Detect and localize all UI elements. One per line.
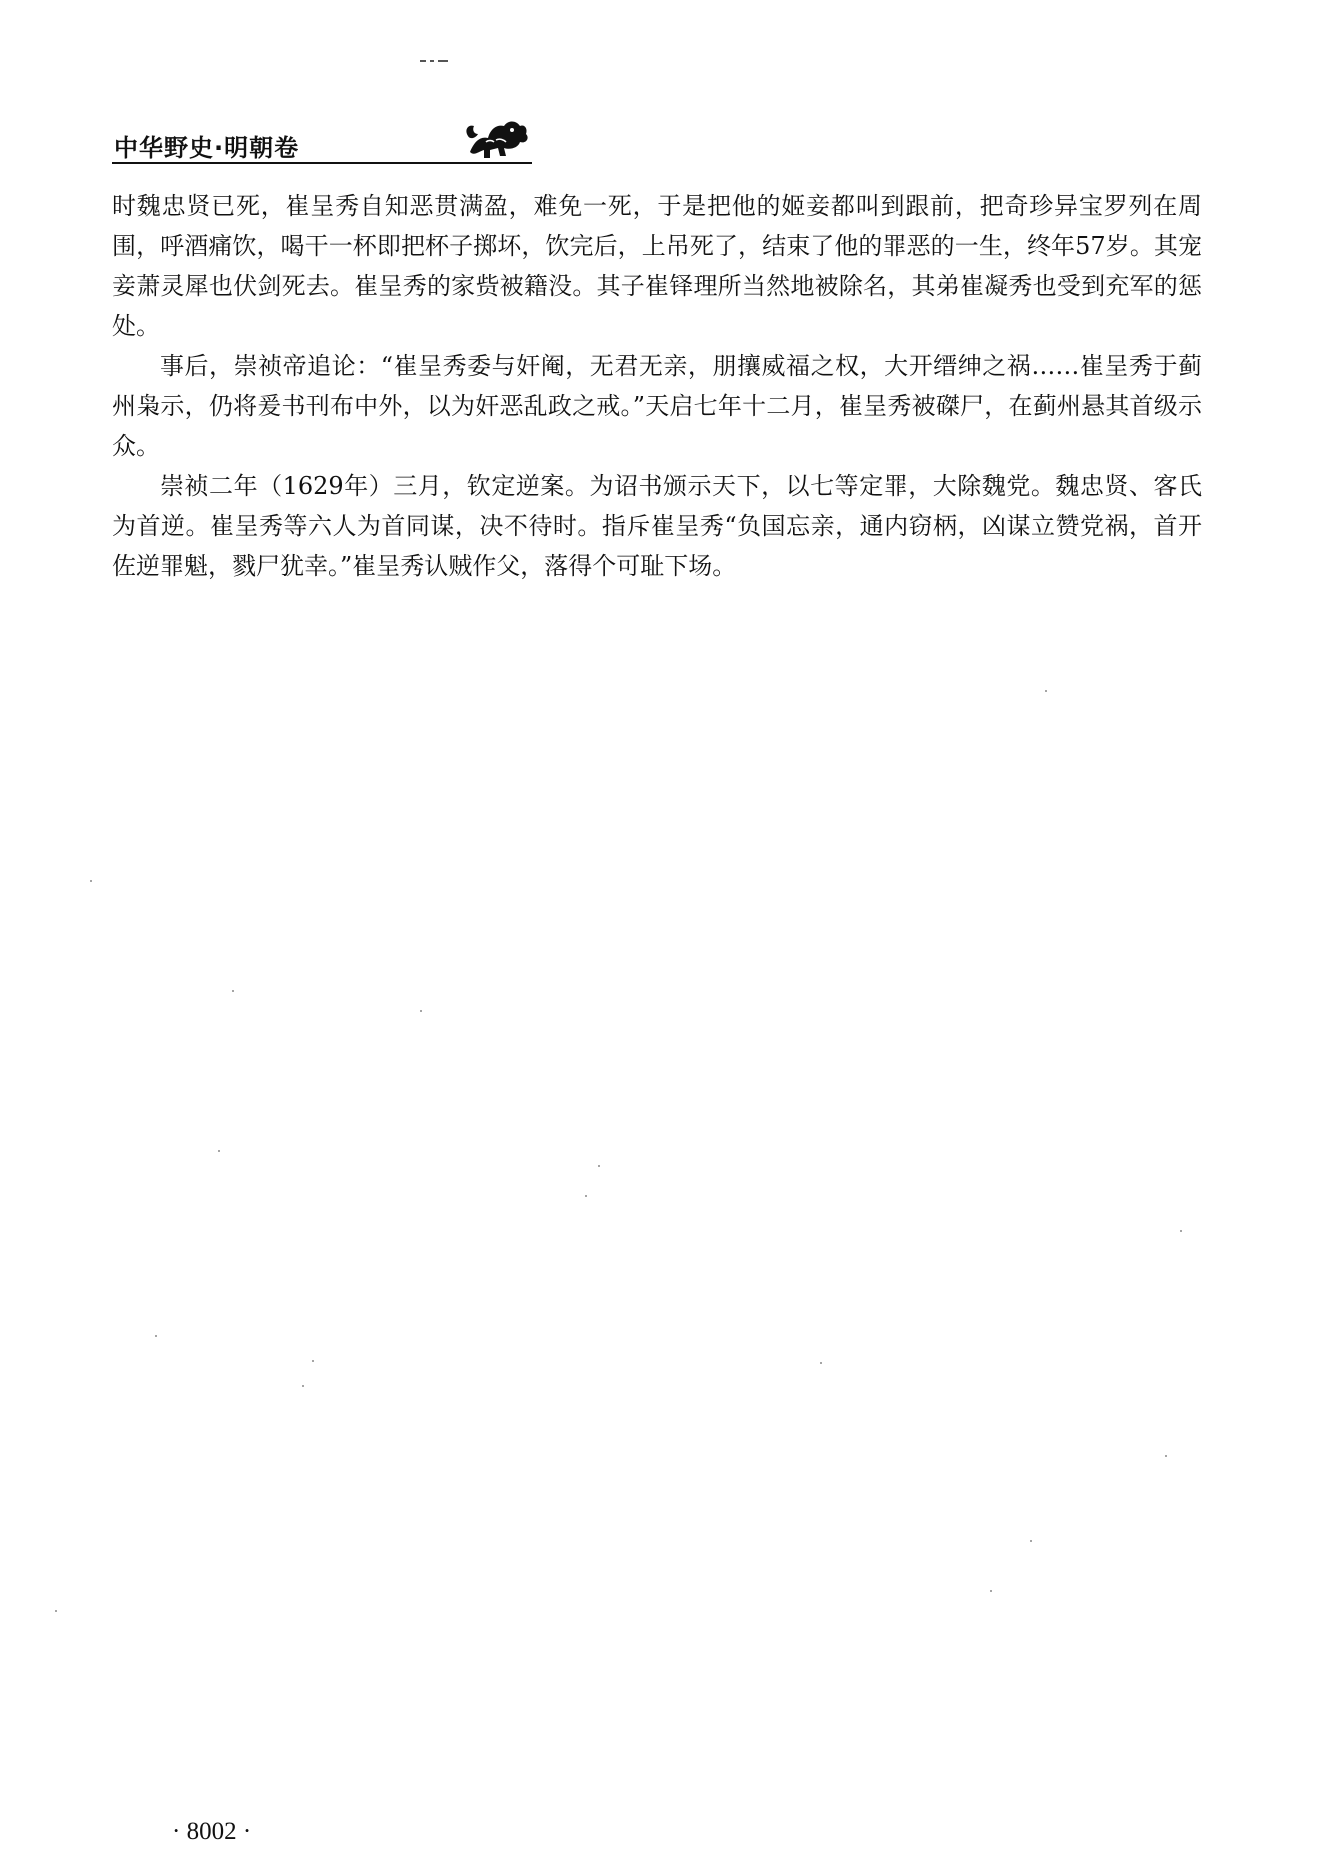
scan-speck bbox=[312, 1360, 314, 1362]
book-title: 中华野史·明朝卷 bbox=[114, 134, 300, 162]
scan-speck bbox=[420, 1010, 422, 1012]
paragraph: 时魏忠贤已死，崔呈秀自知恶贯满盈，难免一死，于是把他的姬妾都叫到跟前，把奇珍异宝罗列在周围，呼酒痛饮，喝干一杯即把杯子掷坏，饮完后，上吊死了，结束了他的罪恶的一生，终年57岁。其宠妾萧灵犀也伏剑死去。崔呈秀的家赀被籍没。其子崔铎理所当然地被除名，其弟崔凝秀也受到充军的惩处。 bbox=[112, 192, 1202, 340]
paragraph: 崇祯二年（1629年）三月，钦定逆案。为诏书颁示天下，以七等定罪，大除魏党。魏忠贤、客氏为首逆。崔呈秀等六人为首同谋，决不待时。指斥崔呈秀“负国忘亲，通内窃柄，凶谋立赞党祸，首开佐逆罪魁，戮尸犹幸。”崔呈秀认贼作父，落得个可耻下场。 bbox=[112, 472, 1202, 580]
header-rule bbox=[112, 162, 532, 164]
scan-speck bbox=[232, 990, 234, 992]
scan-speck bbox=[218, 1150, 220, 1152]
page-number: · 8002 · bbox=[172, 1818, 252, 1845]
beast-emblem-icon bbox=[460, 112, 532, 164]
scan-speck bbox=[1030, 1540, 1032, 1542]
scan-speck bbox=[302, 1385, 304, 1387]
scan-speck bbox=[55, 1610, 57, 1612]
scan-speck bbox=[90, 880, 92, 882]
scan-mark bbox=[420, 50, 460, 54]
scan-speck bbox=[990, 1590, 992, 1592]
scan-speck bbox=[1045, 690, 1047, 692]
scan-speck bbox=[1165, 1455, 1167, 1457]
scan-speck bbox=[820, 1362, 822, 1364]
paragraph: 事后，崇祯帝追论：“崔呈秀委与奸阉，无君无亲，朋攘威福之权，大开缙绅之祸……崔呈秀于蓟州枭示，仍将爰书刊布中外，以为奸恶乱政之戒。”天启七年十二月，崔呈秀被磔尸，在蓟州悬其首级示众。 bbox=[112, 352, 1202, 460]
scan-speck bbox=[1180, 1230, 1182, 1232]
running-header bbox=[112, 108, 532, 168]
scan-speck bbox=[598, 1165, 600, 1167]
scan-speck bbox=[585, 1195, 587, 1197]
scan-speck bbox=[155, 1335, 157, 1337]
body-text bbox=[112, 186, 1202, 586]
